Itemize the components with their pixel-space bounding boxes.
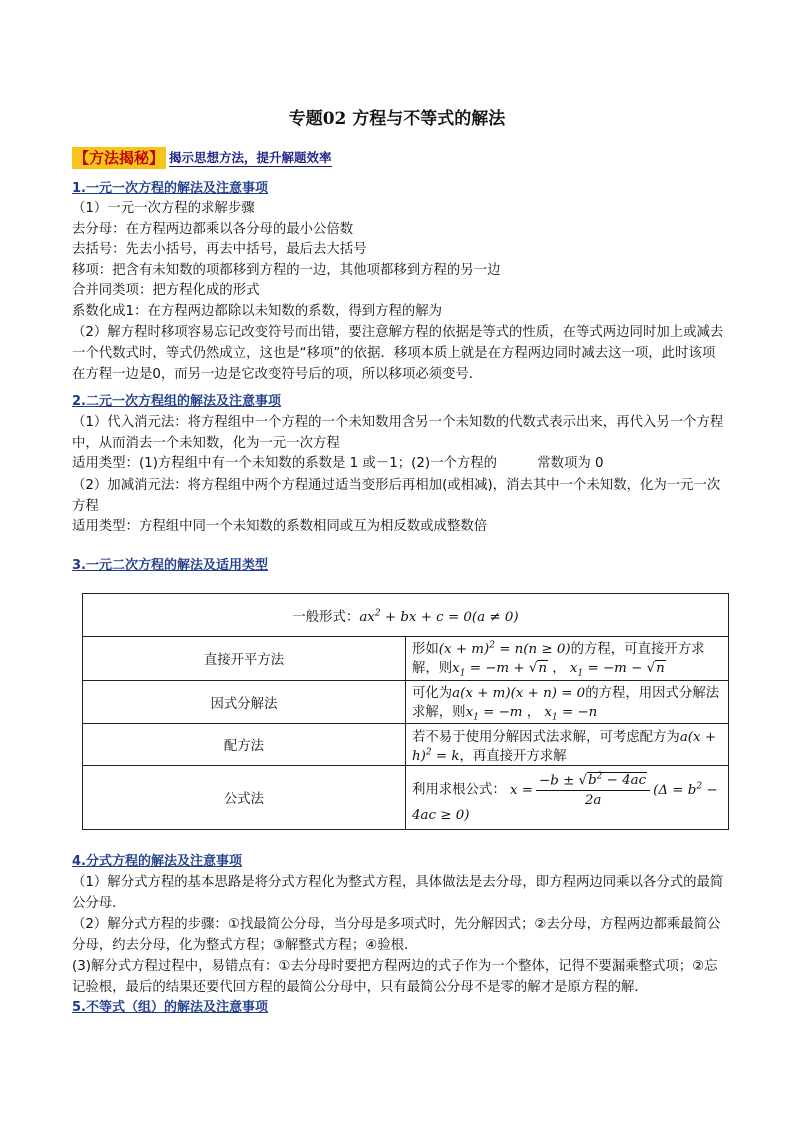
section-1-paragraph-2: （2）解方程时移项容易忘记改变符号而出错，要注意解方程的依据是等式的性质，在等式两边同时加上或减去一个代数式时，等式仍然成立，这也是“移项”的依据．移项本质上就是在方程两边同时减去这一项，此时该项在方程一边是0，而另一边是它改变符号后的项，所以移项必须变号． (72, 325, 724, 382)
section-4-paragraph-2: （2）解分式方程的步骤：①找最简公分母，当分母是多项式时，先分解因式；②去分母，方程两边都乘最简公分母，约去分母，化为整式方程；③解整式方程；④验根． (72, 917, 721, 953)
section-2-line-4: 适用类型：方程组中同一个未知数的系数相同或互为相反数或成整数倍 (72, 518, 488, 534)
table-row (83, 681, 729, 724)
method-text: 的方程，可直接开方求解，则 (412, 642, 705, 677)
method-description (406, 766, 729, 830)
section-1 (72, 179, 724, 385)
section-5-heading: 5.不等式（组）的解法及注意事项 (72, 1000, 268, 1015)
section-2-paragraph-3: （2）加减消元法：将方程组中两个方程通过适当变形后再相加(或相减)，消去其中一个未知数，化为一元一次方程 (72, 477, 721, 514)
table-row (83, 724, 729, 766)
formula: $x_1 = -m - √n$ (569, 661, 665, 679)
section-1-line-3: 去括号：先去小括号，再去中括号，最后去大括号 (72, 242, 367, 257)
formula: $x_1 = -n$ (544, 704, 598, 723)
quadratic-methods-table (82, 593, 729, 830)
method-text: 形如 (412, 642, 439, 658)
banner-tag: 【方法揭秘】 (74, 149, 165, 167)
table-row (83, 766, 729, 830)
general-form-formula: $ax^2$ + bx + c = 0(a ≠ 0) (359, 608, 519, 625)
section-1-heading: 1.一元一次方程的解法及注意事项 (72, 181, 268, 196)
method-description (406, 724, 729, 766)
general-form-cell (83, 594, 729, 637)
method-name: 公式法 (83, 766, 406, 830)
method-text: ，再直接开方求解 (459, 748, 567, 764)
section-3-heading: 3.一元二次方程的解法及适用类型 (72, 558, 268, 573)
table-row (83, 594, 729, 637)
section-1-line-1: （1）一元一次方程的求解步骤 (72, 201, 255, 216)
section-4-paragraph-1: （1）解分式方程的基本思路是将分式方程化为整式方程，具体做法是去分母，即方程两边同乘以各分式的最简公分母． (72, 875, 724, 911)
table-row (83, 637, 729, 681)
section-2 (72, 392, 724, 537)
page-title: 专题02 方程与不等式的解法 (288, 109, 506, 129)
method-banner (72, 147, 332, 169)
method-name: 因式分解法 (83, 681, 406, 724)
section-2-paragraph-1: （1）代入消元法：将方程组中一个方程的一个未知数用含另一个未知数的代数式表示出来，再代入另一个方程中，从而消去一个未知数，化为一元一次方程 (72, 415, 724, 451)
section-1-line-4: 移项：把含有未知数的项都移到方程的一边，其他项都移到方程的另一边 (72, 262, 501, 278)
method-description: 可化为a(x + m)(x + n) = 0的方程，用因式分解法求解，则$x_1 = -m$ ， $x_1 = -n$ (406, 681, 729, 724)
section-4-heading: 4.分式方程的解法及注意事项 (72, 854, 242, 869)
formula: $x_1 = -m + √n$ (452, 661, 548, 679)
general-form-label: 一般形式： (292, 609, 360, 625)
section-1-line-5: 合并同类项：把方程化成的形式 (72, 283, 260, 298)
section-1-line-2: 去分母：在方程两边都乘以各分母的最小公倍数 (72, 221, 354, 237)
method-description: 形如$(x + m)^2 = n(n \ge 0)$的方程，可直接开方求解，则$x_1 = -m + √n$ ， $x_1 = -m - √n$ (406, 637, 729, 681)
formula: $a(x + h)^2 = k$ (412, 729, 717, 764)
section-1-line-6: 系数化成1：在方程两边都除以未知数的系数，得到方程的解为 (72, 303, 443, 319)
quadratic-formula: x = $\frac{-b \pm √b^2 - 4ac}{2a}$ $(\Delta = b^2 - 4ac \ge 0)$ (412, 771, 718, 824)
section-2-heading: 2.二元一次方程组的解法及注意事项 (72, 394, 281, 409)
banner-subtitle: 揭示思想方法，提升解题效率 (169, 149, 332, 165)
formula: $x_1 = -m$ (465, 704, 523, 723)
method-text: 利用求根公式： (412, 782, 506, 798)
method-text: 若不易于使用分解因式法求解，可考虑配方为 (412, 729, 680, 745)
formula: a(x + m)(x + n) = 0 (452, 685, 586, 701)
section-4 (72, 852, 724, 1018)
section-4-paragraph-3: (3)解分式方程过程中，易错点有：①去分母时要把方程两边的式子作为一个整体，记得不要漏乘整式项；②忘记验根，最后的结果还要代回方程的最简公分母中，只有最简公分母不是零的解才是原方程的解． (72, 959, 718, 995)
method-name: 直接开平方法 (83, 637, 406, 681)
section-3 (72, 556, 724, 576)
method-text: 可化为 (412, 685, 453, 701)
section-2-line-2: 适用类型：(1)方程组中有一个未知数的系数是 1 或－1；(2)一个方程的 常数项为 0 (72, 456, 604, 471)
method-text: 的方程，用因式分解法求解，则 (412, 685, 720, 720)
formula: $(x + m)^2 = n(n \ge 0)$ (438, 640, 571, 658)
method-name: 配方法 (83, 724, 406, 766)
